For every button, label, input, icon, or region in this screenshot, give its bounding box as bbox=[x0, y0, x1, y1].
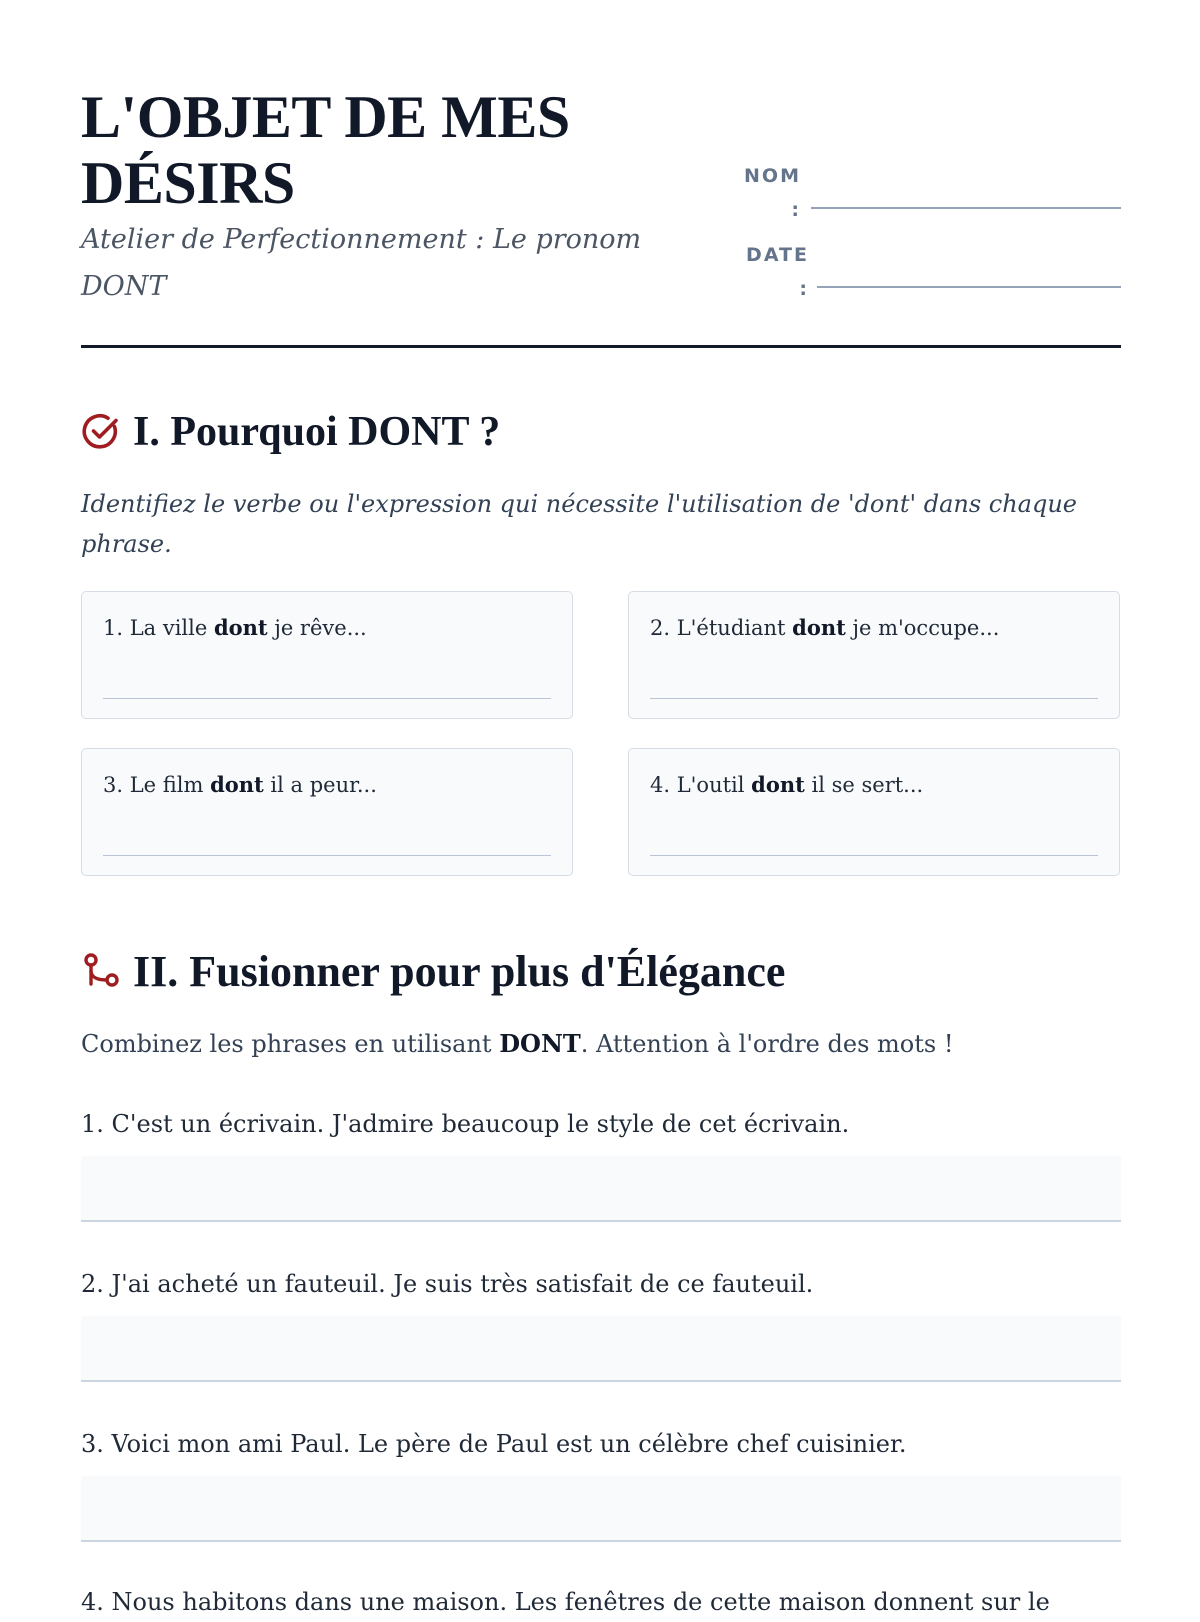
question-text: 4. Nous habitons dans une maison. Les fenêtres de cette maison donnent sur le bbox=[81, 1588, 1050, 1616]
name-label: NOM : bbox=[744, 165, 801, 221]
worksheet-subtitle: Atelier de Perfectionnement : Le pronom DONT bbox=[81, 224, 642, 302]
merge-question bbox=[81, 1424, 1121, 1542]
worksheet-header bbox=[81, 84, 1121, 350]
section-1-title bbox=[81, 404, 500, 460]
answer-line[interactable] bbox=[650, 855, 1098, 856]
exercise-card bbox=[628, 591, 1120, 719]
check-circle-icon bbox=[81, 412, 121, 452]
date-label: DATE : bbox=[746, 244, 809, 300]
answer-line[interactable] bbox=[650, 698, 1098, 699]
section-1-instruction: Identifiez le verbe ou l'expression qui nécessite l'utilisation de 'dont' dans chaque phrase. bbox=[81, 490, 1078, 558]
answer-line[interactable] bbox=[103, 855, 551, 856]
worksheet-title bbox=[81, 84, 641, 216]
header-divider bbox=[81, 345, 1121, 348]
merge-question bbox=[81, 1264, 1121, 1382]
exercise-card bbox=[628, 748, 1120, 876]
answer-line[interactable] bbox=[103, 698, 551, 699]
section-2-title bbox=[81, 942, 785, 1000]
date-line[interactable] bbox=[817, 286, 1121, 288]
question-text: 1. C'est un écrivain. J'admire beaucoup le style de cet écrivain. bbox=[81, 1110, 850, 1138]
name-line[interactable] bbox=[811, 207, 1121, 209]
exercise-card-text: 1. La ville dont je rêve... bbox=[103, 615, 367, 640]
title-line-2: DÉSIRS bbox=[81, 150, 295, 216]
exercise-card-text: 2. L'étudiant dont je m'occupe... bbox=[650, 615, 1000, 640]
exercise-card-text: 4. L'outil dont il se sert... bbox=[650, 772, 924, 797]
section-2-instruction: Combinez les phrases en utilisant DONT. Attention à l'ordre des mots ! bbox=[81, 1029, 954, 1058]
exercise-card-text: 3. Le film dont il a peur... bbox=[103, 772, 377, 797]
name-field[interactable] bbox=[729, 159, 1121, 219]
merge-question bbox=[81, 1582, 1121, 1622]
answer-box[interactable] bbox=[81, 1156, 1121, 1222]
question-text: 2. J'ai acheté un fauteuil. Je suis très satisfait de ce fauteuil. bbox=[81, 1270, 814, 1298]
exercise-card bbox=[81, 748, 573, 876]
date-field[interactable] bbox=[729, 238, 1121, 298]
section-1-title-text: I. Pourquoi DONT ? bbox=[133, 409, 501, 455]
merge-question bbox=[81, 1104, 1121, 1222]
exercise-card bbox=[81, 591, 573, 719]
answer-box[interactable] bbox=[81, 1316, 1121, 1382]
section-2-title-text: II. Fusionner pour plus d'Élégance bbox=[133, 946, 786, 996]
title-line-1: L'OBJET DE MES bbox=[81, 84, 570, 150]
route-merge-icon bbox=[81, 951, 121, 991]
question-text: 3. Voici mon ami Paul. Le père de Paul est un célèbre chef cuisinier. bbox=[81, 1430, 907, 1458]
answer-box[interactable] bbox=[81, 1476, 1121, 1542]
